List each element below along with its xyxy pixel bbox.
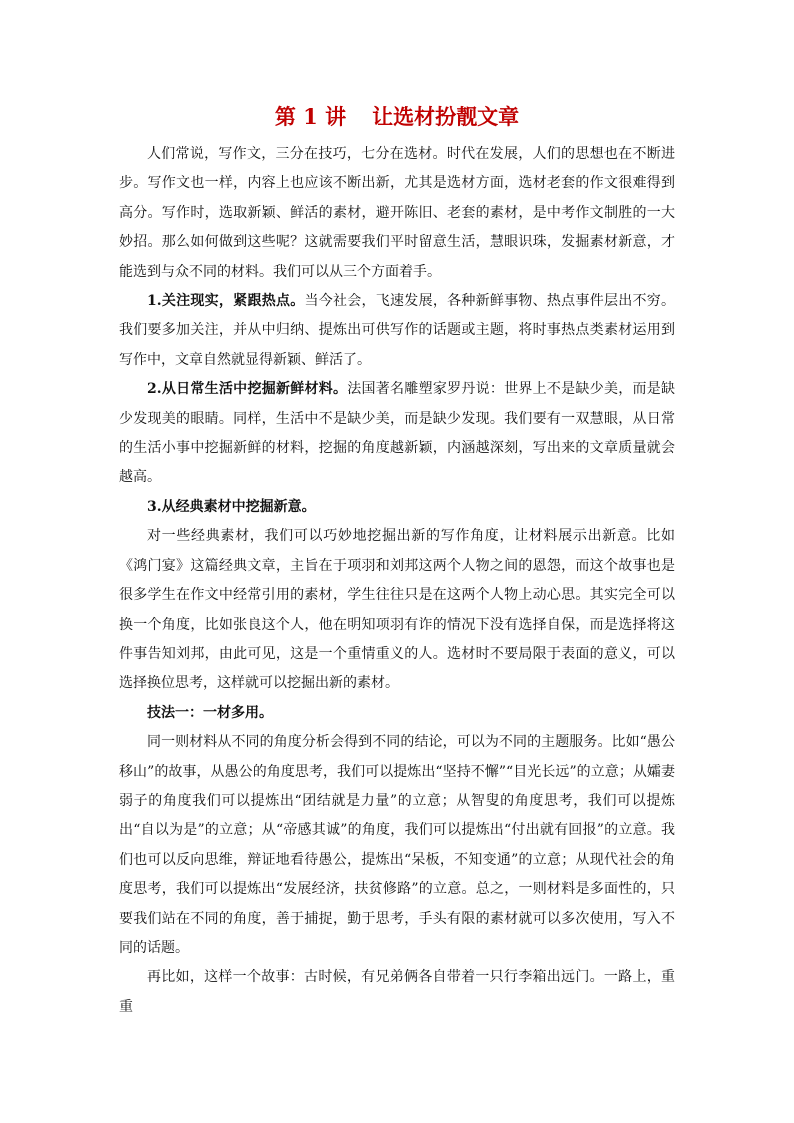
- example-story-paragraph: 再比如，这样一个故事：古时候，有兄弟俩各自带着一只行李箱出远门。一路上，重重: [119, 969, 675, 1015]
- point-2-paragraph: [119, 375, 675, 493]
- point-2-heading: 2.从日常生活中挖掘新鲜材料。: [147, 381, 348, 398]
- title-lecture-number: 第 1 讲: [274, 104, 347, 129]
- technique-1-body-paragraph: 同一则材料从不同的角度分析会得到不同的结论，可以为不同的主题服务。比如“愚公移山”的故事，从愚公的角度思考，我们可以提炼出“坚持不懈”“目光长远”的立意；从孀妻弱子的角度我们可以提炼出“团结就是力量”的立意；从智叟的角度思考，我们可以提炼出“自以为是”的立意；从“帝感其诚”的角度，我们可以提炼出“付出就有回报”的立意。我们也可以反向思维，辩证地看待愚公，提炼出“呆板，不知变通”的立意；从现代社会的角度思考，我们可以提炼出“发展经济，扶贫修路”的立意。总之，一则材料是多面性的，只要我们站在不同的角度，善于捕捉，勤于思考，手头有限的素材就可以多次使用，写入不同的话题。: [119, 734, 675, 956]
- point-3-heading: 3.从经典素材中挖掘新意。: [147, 498, 316, 515]
- point-1-body: 当今社会，飞速发展，各种新鲜事物、热点事件层出不穷。我们要多加关注，并从中归纳、提炼出可供写作的话题或主题，将时事热点类素材运用到写作中，文章自然就显得新颖、鲜活了。: [119, 293, 675, 368]
- technique-1-heading: 技法一：一材多用。: [147, 704, 273, 721]
- technique-1-paragraph: [119, 699, 675, 728]
- point-3-body-paragraph: 对一些经典素材，我们可以巧妙地挖掘出新的写作角度，让材料展示出新意。比如《鸿门宴》这篇经典文章，主旨在于项羽和刘邦这两个人物之间的恩怨，而这个故事也是很多学生在作文中经常引用的素材，学生往往只是在这两个人物上动心思。其实完全可以换一个角度，比如张良这个人，他在明知项羽有诈的情况下没有选择自保，而是选择将这件事告知刘邦，由此可见，这是一个重情重义的人。选材时不要局限于表面的意义，可以选择换位思考，这样就可以挖掘出新的素材。: [119, 528, 675, 692]
- intro-paragraph: 人们常说，写作文，三分在技巧，七分在选材。时代在发展，人们的思想也在不断进步。写作文也一样，内容上也应该不断出新，尤其是选材方面，选材老套的作文很难得到高分。写作时，选取新颖、鲜活的素材，避开陈旧、老套的素材，是中考作文制胜的一大妙招。那么如何做到这些呢？这就需要我们平时留意生活，慧眼识珠，发掘素材新意，才能选到与众不同的材料。我们可以从三个方面着手。: [119, 146, 675, 280]
- title-topic: 让选材扮靓文章: [372, 104, 520, 129]
- point-3-paragraph: [119, 493, 675, 522]
- point-1-paragraph: [119, 287, 675, 375]
- point-2-body: 法国著名雕塑家罗丹说：世界上不是缺少美，而是缺少发现美的眼睛。同样，生活中不是缺少美，而是缺少发现。我们要有一双慧眼，从日常的生活小事中挖掘新鲜的材料，挖掘的角度越新颖，内涵越深刻，写出来的文章质量就会越高。: [119, 381, 675, 486]
- document-page: [119, 100, 675, 1022]
- document-title: [119, 100, 675, 134]
- point-1-heading: 1.关注现实，紧跟热点。: [147, 293, 305, 310]
